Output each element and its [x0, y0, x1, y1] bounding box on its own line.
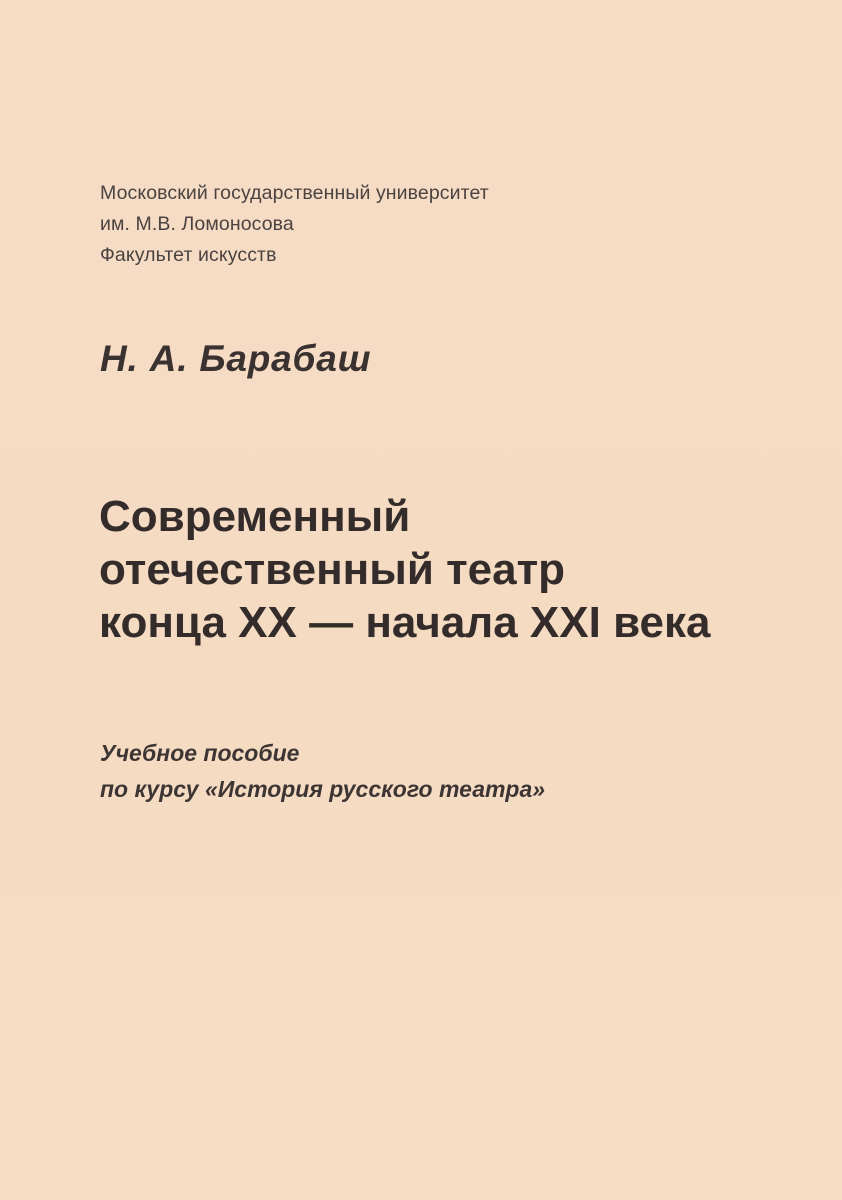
institution-block: [100, 178, 489, 271]
book-subtitle: [100, 735, 545, 807]
institution-named-after: им. М.В. Ломоносова: [100, 213, 294, 235]
institution-university: Московский государственный университет: [100, 182, 489, 204]
subtitle-line-1: Учебное пособие: [100, 740, 300, 766]
title-line-3: конца XX — начала XXI века: [99, 598, 711, 647]
title-line-2: отечественный театр: [99, 545, 566, 594]
book-title: [99, 490, 711, 649]
subtitle-line-2: по курсу «История русского театра»: [100, 776, 546, 802]
title-line-1: Современный: [99, 492, 411, 541]
institution-faculty: Факультет искусств: [100, 244, 277, 266]
author-name: Н. А. Барабаш: [100, 338, 372, 379]
